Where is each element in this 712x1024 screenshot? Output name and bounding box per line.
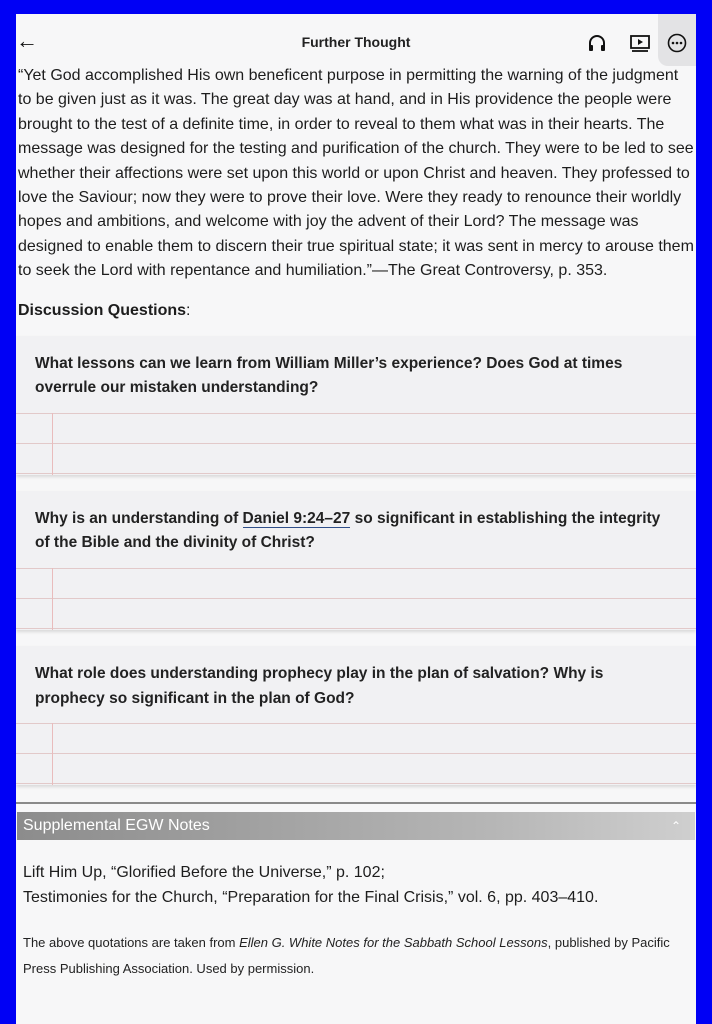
content xyxy=(16,64,696,982)
headphones-icon[interactable] xyxy=(586,32,608,54)
egw-references xyxy=(23,860,696,910)
question-text xyxy=(16,491,696,568)
copyright-notice-pre: The above quotations are taken from xyxy=(23,935,240,951)
scripture-link[interactable]: Daniel 9:24–27 xyxy=(242,509,351,527)
app-bar xyxy=(16,14,696,70)
arrow-left-icon[interactable]: ← xyxy=(16,28,38,53)
more-menu-button[interactable] xyxy=(658,14,696,66)
copyright-notice xyxy=(23,930,696,982)
question-text-post: so significant in establishing the integrity of the Bible and the divinity of Christ? xyxy=(35,509,661,552)
question-card-2 xyxy=(16,491,696,630)
supplemental-notes-header[interactable] xyxy=(17,812,695,840)
question-card-1 xyxy=(16,336,696,475)
answer-notes-area[interactable] xyxy=(16,723,696,785)
question-text-pre: Why is an understanding of xyxy=(35,509,243,527)
supplemental-notes-label: Supplemental EGW Notes xyxy=(23,817,210,835)
egw-reference: Testimonies for the Church, “Preparation for the Final Crisis,” vol. 6, pp. 403–410. xyxy=(23,889,599,907)
copyright-notice-title: Ellen G. White Notes for the Sabbath School Lessons xyxy=(239,935,548,951)
discussion-heading-label: Discussion Questions xyxy=(18,301,187,319)
discussion-heading-colon: : xyxy=(186,301,191,319)
answer-notes-area[interactable] xyxy=(16,413,696,475)
question-card-3 xyxy=(16,646,696,785)
screen xyxy=(16,14,696,1024)
answer-notes-area[interactable] xyxy=(16,568,696,630)
question-text: What lessons can we learn from William Miller’s experience? Does God at times overrule our mistaken understanding? xyxy=(35,354,623,397)
more-icon[interactable] xyxy=(666,32,688,54)
copyright-notice-post: , published by Pacific Press Publishing Association. Used by permission. xyxy=(23,935,670,977)
egw-reference: Lift Him Up, “Glorified Before the Universe,” p. 102; xyxy=(23,864,385,882)
discussion-heading xyxy=(18,302,696,320)
play-video-icon[interactable] xyxy=(629,32,651,54)
section-divider xyxy=(16,802,696,804)
question-text: What role does understanding prophecy play in the plan of salvation? Why is prophecy so significant in the plan of God? xyxy=(35,665,604,707)
page-title: Further Thought xyxy=(301,34,411,50)
chevron-up-icon[interactable]: ⌃ xyxy=(670,819,681,834)
further-thought-quote: “Yet God accomplished His own beneficent purpose in permitting the warning of the judgment to be given just as it was. The great day was at hand, and in His providence the people were brought to the test of a definite time, in order to reveal to them what was in their hearts. The message was designed for the testing and purification of the church. They were to be led to see whether their affections were set upon this world or upon Christ and heaven. They professed to love the Saviour; now they were to prove their love. Were they ready to renounce their worldly hopes and ambitions, and welcome with joy the advent of their Lord? The message was designed to enable them to discern their true spiritual state; it was sent in mercy to arouse them to seek the Lord with repentance and humiliation.”—The Great Controversy, p. 353. xyxy=(18,67,694,280)
